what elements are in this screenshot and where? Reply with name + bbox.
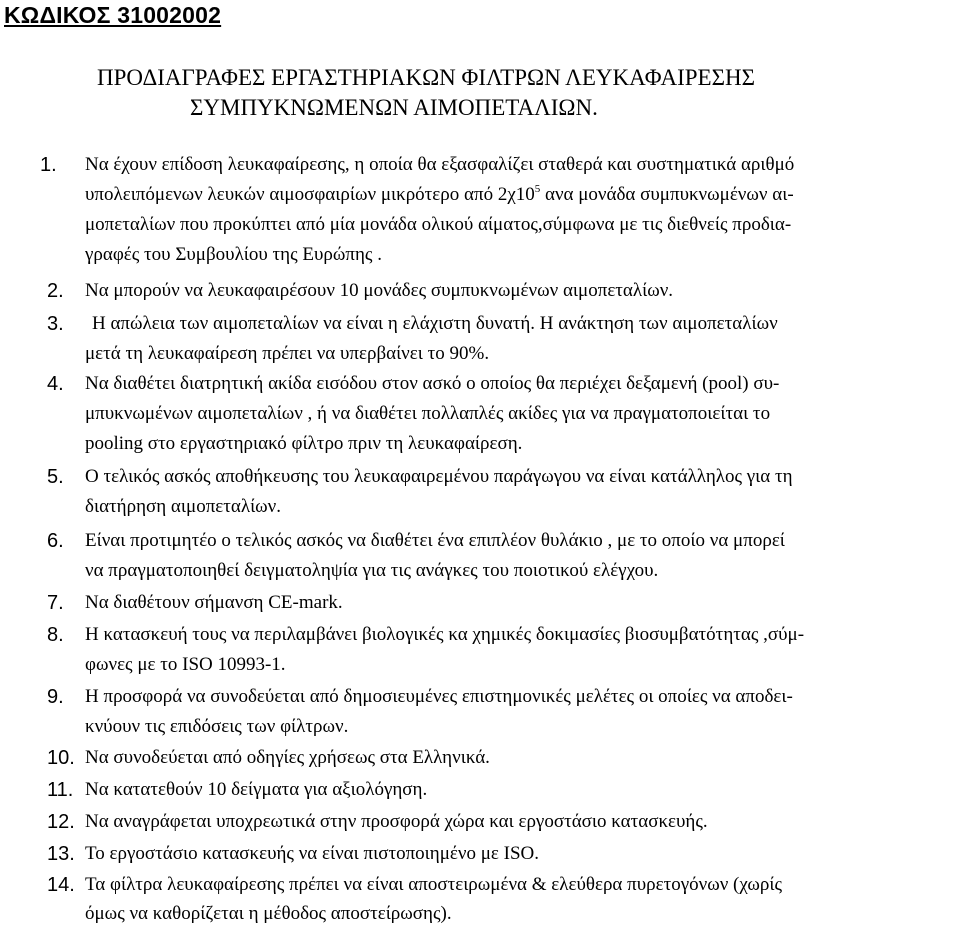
list-item — [85, 870, 947, 900]
item-number: 4. — [47, 373, 64, 395]
title-line-1: ΠΡΟΔΙΑΓΡΑΦΕΣ ΕΡΓΑΣΤΗΡΙΑΚΩΝ ΦΙΛΤΡΩΝ ΛΕΥΚΑΦΑΙΡΕΣΗΣ — [97, 65, 755, 90]
item-number: 7. — [47, 592, 64, 614]
item-line: Η προσφορά να συνοδεύεται από δημοσιευμένες επιστημονικές μελέτες οι οποίες να αποδει- — [85, 686, 793, 707]
item-line: Να διαθέτουν σήμανση CE-mark. — [85, 592, 343, 613]
item-line-text: υπολειπόμενων λευκών αιμοσφαιρίων μικρότερο από 2χ10 — [85, 184, 535, 205]
item-number: 10. — [47, 747, 75, 769]
item-line: Να αναγράφεται υποχρεωτικά στην προσφορά χώρα και εργοστάσιο κατασκευής. — [85, 811, 708, 832]
document-code: ΚΩΔΙΚΟΣ 31002002 — [4, 2, 222, 28]
item-line: Να έχουν επίδοση λευκαφαίρεσης, η οποία θα εξασφαλίζει σταθερά και συστηματικά αριθμό — [85, 154, 795, 175]
item-line: μπυκνωμένων αιμοπεταλίων , ή να διαθέτει πολλαπλές ακίδες για να πραγματοποιείται το — [85, 403, 771, 424]
list-item — [85, 743, 947, 773]
list-item — [85, 429, 947, 459]
list-item — [85, 682, 947, 712]
item-number: 5. — [47, 466, 64, 488]
item-line: Είναι προτιμητέο ο τελικός ασκός να διαθέτει ένα επιπλέον θυλάκιο , με το οποίο να μπορεί — [85, 530, 785, 551]
item-line: μετά τη λευκαφαίρεση πρέπει να υπερβαίνει το 90%. — [85, 343, 490, 364]
list-item — [85, 620, 947, 650]
item-line: φωνες με το ISO 10993-1. — [85, 654, 286, 675]
list-item — [85, 775, 947, 805]
item-number: 14. — [47, 874, 75, 896]
list-item — [85, 399, 947, 429]
item-number: 13. — [47, 843, 75, 865]
item-line: γραφές του Συμβουλίου της Ευρώπης . — [85, 244, 382, 265]
item-line: Να κατατεθούν 10 δείγματα για αξιολόγηση. — [85, 779, 428, 800]
list-item — [85, 556, 947, 586]
list-item — [85, 339, 947, 369]
item-number: 12. — [47, 811, 75, 833]
list-item — [85, 180, 947, 210]
list-item — [85, 492, 947, 522]
list-item — [85, 369, 947, 399]
list-item — [85, 240, 947, 270]
item-line: Η κατασκευή τους να περιλαμβάνει βιολογικές κα χημικές δοκιμασίες βιοσυμβατότητας ,σύμ- — [85, 624, 805, 645]
item-line: να πραγματοποιηθεί δειγματοληψία για τις ανάγκες του ποιοτικού ελέγχου. — [85, 560, 659, 581]
title-line-2: ΣΥΜΠΥΚΝΩΜΕΝΩΝ ΑΙΜΟΠΕΤΑΛΙΩΝ. — [190, 95, 598, 120]
item-line-text: ανα μονάδα συμπυκνωμένων αι- — [545, 184, 794, 205]
item-number: 3. — [47, 313, 64, 335]
item-line: Τα φίλτρα λευκαφαίρεσης πρέπει να είναι αποστειρωμένα & ελεύθερα πυρετογόνων (χωρίς — [85, 874, 783, 895]
list-item — [85, 462, 947, 492]
item-line: Η απώλεια των αιμοπεταλίων να είναι η ελάχιστη δυνατή. Η ανάκτηση των αιμοπεταλίων — [92, 313, 778, 334]
item-number: 8. — [47, 624, 64, 646]
list-item — [85, 839, 947, 869]
list-item — [85, 210, 947, 240]
list-item — [85, 588, 947, 618]
item-number: 1. — [40, 154, 57, 176]
list-item — [92, 309, 954, 339]
exponent: 5 — [534, 183, 541, 195]
item-line: Να συνοδεύεται από οδηγίες χρήσεως στα Ελληνικά. — [85, 747, 490, 768]
item-number: 6. — [47, 530, 64, 552]
item-line: Να μπορούν να λευκαφαιρέσουν 10 μονάδες συμπυκνωμένων αιμοπεταλίων. — [85, 280, 674, 301]
item-line: διατήρηση αιμοπεταλίων. — [85, 496, 282, 517]
item-line: Να διαθέτει διατρητική ακίδα εισόδου στον ασκό ο οποίος θα περιέχει δεξαμενή (pool) συ- — [85, 373, 780, 394]
list-item — [85, 807, 947, 837]
item-number: 2. — [47, 280, 64, 302]
list-item — [85, 526, 947, 556]
list-item — [85, 276, 947, 306]
item-line: μοπεταλίων που προκύπτει από μία μονάδα ολικού αίματος,σύμφωνα με τις διεθνείς προδια- — [85, 214, 792, 235]
item-line: pooling στο εργαστηριακό φίλτρο πριν τη λευκαφαίρεση. — [85, 433, 523, 454]
item-line: κνύουν τις επιδόσεις των φίλτρων. — [85, 716, 349, 737]
list-item — [85, 650, 947, 680]
item-number: 9. — [47, 686, 64, 708]
item-line: όμως να καθορίζεται η μέθοδος αποστείρωσης). — [85, 903, 452, 924]
list-item — [85, 150, 947, 180]
item-line — [85, 180, 947, 210]
list-item — [85, 899, 947, 929]
item-number: 11. — [47, 779, 74, 801]
list-item — [85, 712, 947, 742]
item-line: Το εργοστάσιο κατασκευής να είναι πιστοποιημένο με ISO. — [85, 843, 540, 864]
item-line: Ο τελικός ασκός αποθήκευσης του λευκαφαιρεμένου παράγωγου να είναι κατάλληλος για τη — [85, 466, 793, 487]
